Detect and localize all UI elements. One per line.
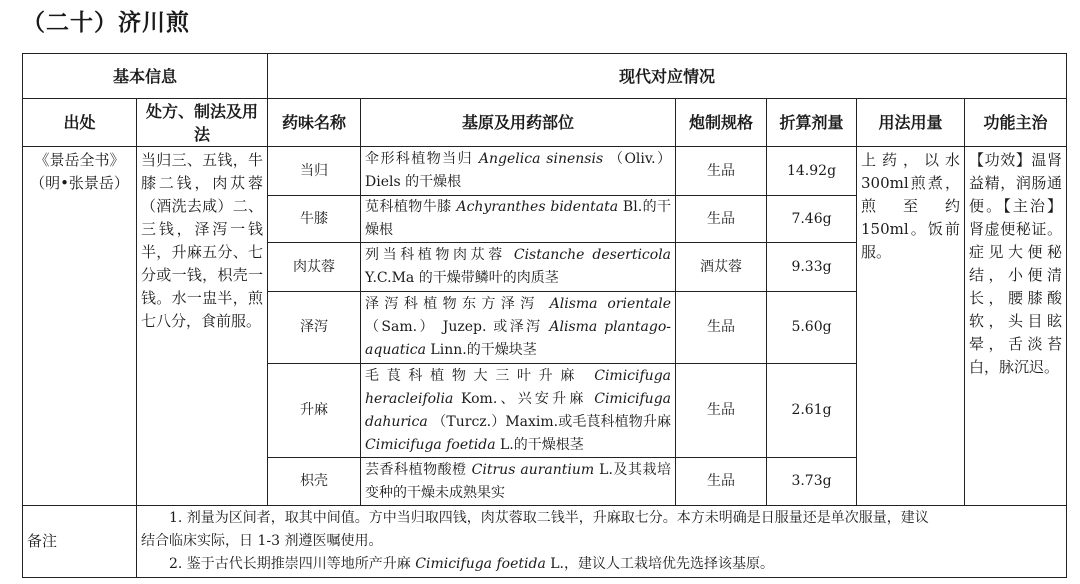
herb-name-cell: 牛膝 [268, 196, 361, 243]
notes-label: 备注 [23, 506, 137, 578]
header-modern-info: 现代对应情况 [268, 54, 1067, 99]
source-cell: 《景岳全书》（明•张景岳） [23, 147, 137, 506]
dose-cell: 3.73g [767, 458, 857, 506]
origin-cell: 芸香科植物酸橙 Citrus aurantium L.及其栽培变种的干燥未成熟果实 [361, 458, 676, 506]
origin-cell: 泽泻科植物东方泽泻 Alisma orientale （Sam.） Juzep. 或泽泻 Alisma plantago-aquatica Linn.的干燥块茎 [361, 292, 676, 364]
dose-cell: 2.61g [767, 364, 857, 458]
origin-cell: 苋科植物牛膝 Achyranthes bidentata Bl.的干燥根 [361, 196, 676, 243]
herb-name-cell: 当归 [268, 147, 361, 196]
usage-cell: 上药，以水300ml煎煮，煎至约150ml。饭前服。 [857, 147, 965, 506]
notes-row [23, 506, 1067, 578]
header-origin-part: 基原及用药部位 [361, 99, 676, 147]
processing-cell: 生品 [676, 196, 767, 243]
header-herb-name: 药味名称 [268, 99, 361, 147]
note-1-continued: 结合临床实际，日 1-3 剂遵医嘱使用。 [141, 533, 383, 549]
table-row [23, 147, 1067, 196]
dose-cell: 5.60g [767, 292, 857, 364]
processing-cell: 生品 [676, 292, 767, 364]
processing-cell: 生品 [676, 147, 767, 196]
dose-cell: 7.46g [767, 196, 857, 243]
herb-name-cell: 肉苁蓉 [268, 243, 361, 292]
herb-name-cell: 升麻 [268, 364, 361, 458]
header-usage: 用法用量 [857, 99, 965, 147]
herb-name-cell: 枳壳 [268, 458, 361, 506]
page-title: （二十）济川煎 [22, 9, 190, 36]
origin-cell: 伞形科植物当归 Angelica sinensis （Oliv.）Diels 的干燥根 [361, 147, 676, 196]
header-basic-info: 基本信息 [23, 54, 268, 99]
note-2: 2. 鉴于古代长期推崇四川等地所产升麻 Cimicifuga foetida L.，建议人工栽培优先选择该基原。 [169, 556, 774, 572]
header-prescription: 处方、制法及用法 [137, 99, 268, 147]
herb-name-cell: 泽泻 [268, 292, 361, 364]
prescription-table [22, 53, 1067, 578]
function-cell: 【功效】温肾益精，润肠通便。【主治】肾虚便秘证。症见大便秘结，小便清长，腰膝酸软，头目眩晕，舌淡苔白，脉沉迟。 [965, 147, 1067, 506]
origin-cell: 列当科植物肉苁蓉 Cistanche deserticola Y.C.Ma 的干燥带鳞叶的肉质茎 [361, 243, 676, 292]
header-dose: 折算剂量 [767, 99, 857, 147]
prescription-cell: 当归三、五钱，牛膝二钱，肉苁蓉（酒洗去咸）二、三钱，泽泻一钱半，升麻五分、七分或一钱，枳壳一钱。水一盅半，煎七八分，食前服。 [137, 147, 268, 506]
dose-cell: 9.33g [767, 243, 857, 292]
processing-cell: 生品 [676, 364, 767, 458]
dose-cell: 14.92g [767, 147, 857, 196]
origin-cell: 毛茛科植物大三叶升麻 Cimicifuga heracleifolia Kom.、兴安升麻 Cimicifuga dahurica （Turcz.）Maxim.或毛茛科植物升麻 Cimicifuga foetida L.的干燥根茎 [361, 364, 676, 458]
header-processing: 炮制规格 [676, 99, 767, 147]
processing-cell: 生品 [676, 458, 767, 506]
header-source: 出处 [23, 99, 137, 147]
notes-content [137, 506, 1067, 578]
note-1: 1. 剂量为区间者，取其中间值。方中当归取四钱，肉苁蓉取二钱半，升麻取七分。本方未明确是日服量还是单次服量，建议 [169, 510, 929, 526]
header-function: 功能主治 [965, 99, 1067, 147]
processing-cell: 酒苁蓉 [676, 243, 767, 292]
